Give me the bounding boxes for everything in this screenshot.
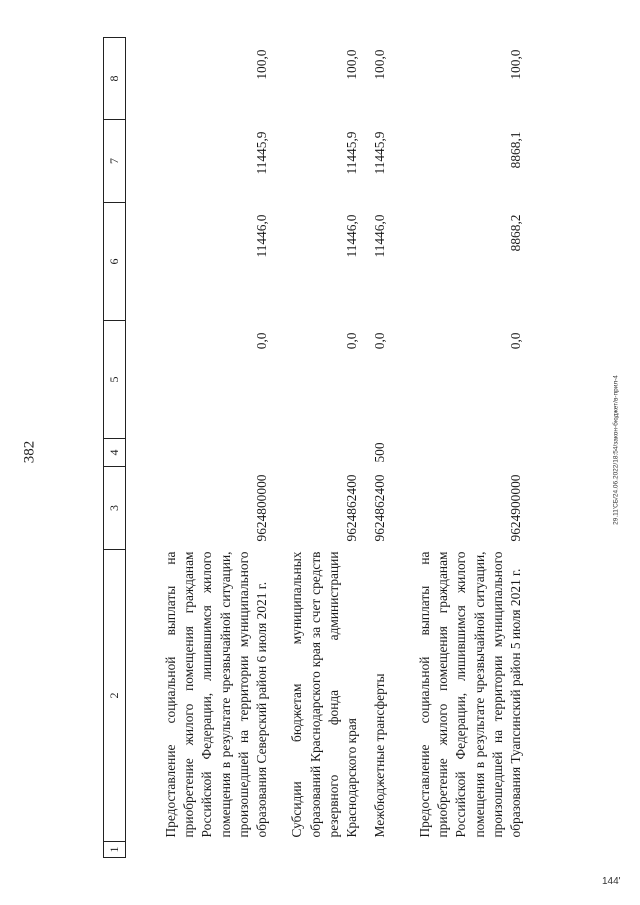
- row-value-7: 11445,9: [254, 131, 270, 175]
- row-code: 9624800000: [254, 474, 270, 542]
- table-row: [390, 38, 526, 858]
- empty-cell: [126, 842, 272, 858]
- footer-stamp: 29.11'СБ/24.06.2022/18:54/закон-бюджет/в-прил-4: [612, 375, 620, 525]
- row-value-6: 11446,0: [254, 214, 270, 258]
- table-row: [362, 38, 390, 858]
- empty-cell: [272, 842, 362, 858]
- budget-table-container: [103, 38, 525, 858]
- row-value-8: 100,0: [372, 49, 388, 80]
- header-cell-5: 5: [104, 321, 126, 439]
- header-cell-8: 8: [104, 38, 126, 120]
- row-value-5: 0,0: [508, 332, 524, 350]
- empty-cell: [362, 842, 390, 858]
- corner-mark: 144': [602, 876, 621, 887]
- table-row: [272, 38, 362, 858]
- row-name: Предоставление социальной выплаты на приобретение жилого помещения гражданам Российской Федерации, лишившимся жилого помещения в результате чрезвычайной ситуации, произошедшей на территории муниципального образования Туапсинский район 5 июля 2021 г.: [416, 551, 524, 838]
- header-row: [104, 38, 126, 858]
- row-value-5: 0,0: [254, 332, 270, 350]
- row-type: [272, 439, 362, 467]
- row-value-7: 11445,9: [372, 131, 388, 175]
- row-value-7: 11445,9: [344, 131, 360, 175]
- header-cell-7: 7: [104, 120, 126, 203]
- row-value-8: 100,0: [508, 49, 524, 80]
- row-value-8: 100,0: [254, 49, 270, 80]
- row-name: Субсидии бюджетам муниципальных образований Краснодарского края за счет средств резервного фонда администрации Краснодарского края: [289, 551, 360, 838]
- header-cell-2: 2: [104, 550, 126, 842]
- row-code: 9624900000: [508, 474, 524, 542]
- empty-cell: [390, 842, 526, 858]
- row-code: 9624862400: [344, 474, 360, 542]
- header-cell-4: 4: [104, 439, 126, 467]
- row-type: [390, 439, 526, 467]
- row-code: 9624862400: [372, 474, 388, 542]
- row-type: [126, 439, 272, 467]
- row-value-5: 0,0: [344, 332, 360, 350]
- row-value-8: 100,0: [344, 49, 360, 80]
- row-name: Межбюджетные трансферты: [372, 673, 388, 838]
- row-type: 500: [372, 442, 388, 463]
- row-value-6: 8868,2: [508, 214, 524, 252]
- header-cell-3: 3: [104, 467, 126, 550]
- row-value-6: 11446,0: [344, 214, 360, 258]
- budget-table: [103, 37, 526, 858]
- header-cell-6: 6: [104, 203, 126, 321]
- table-row: [126, 38, 272, 858]
- row-value-6: 11446,0: [372, 214, 388, 258]
- row-value-7: 8868,1: [508, 131, 524, 169]
- header-cell-1: 1: [104, 842, 126, 858]
- row-value-5: 0,0: [372, 332, 388, 350]
- page-number: 382: [21, 440, 38, 464]
- row-name: Предоставление социальной выплаты на приобретение жилого помещения гражданам Российской Федерации, лишившимся жилого помещения в результате чрезвычайной ситуации, произошедшей на территории муниципального образования Северский район 6 июля 2021 г.: [162, 551, 270, 838]
